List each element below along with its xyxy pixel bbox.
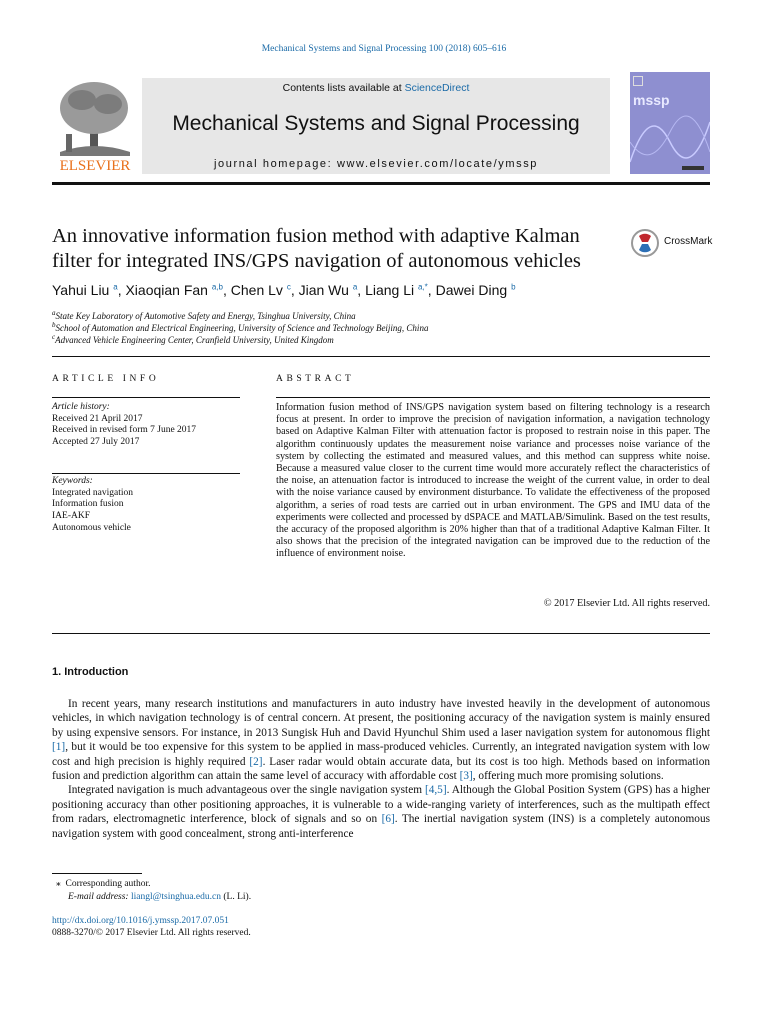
history-label: Article history: [52,402,110,412]
author[interactable]: Jian Wu $^a$ [298,282,358,298]
abstract-heading: ABSTRACT [276,374,355,384]
introduction-body [52,697,710,841]
issn-line: 0888-3270/© 2017 Elsevier Ltd. All rights reserved. [52,928,251,938]
cover-wave-graphic [630,112,710,174]
homepage-prefix: journal homepage: [213,158,337,170]
doi-link[interactable]: http://dx.doi.org/10.1016/j.ymssp.2017.07.051 [52,916,229,926]
paragraph-text: , offering much more promising solutions. [472,770,664,783]
author[interactable]: Dawei Ding $^b$ [435,282,516,298]
paragraph-text: . Although the Global Position System (GPS) has a higher positioning accuracy than other positioning approaches, it is vulnerable to a wide-ranging variety of interferences, such as the multipath effect from radars, electromagnetic interference, block of signals and so on [52,784,710,826]
keyword-item: Autonomous vehicle [52,522,131,533]
article-history [52,402,240,449]
elsevier-tree-icon [52,78,138,174]
title-line-1: An innovative information fusion method with adaptive Kalman [52,225,580,247]
crossmark-icon [630,228,660,258]
journal-header-band [142,78,610,174]
cover-title: mssp [633,92,670,108]
author[interactable]: Yahui Liu $^a$ [52,282,118,298]
footnote-rule [52,873,142,874]
corresponding-author-note: ⁎ Corresponding author. [56,879,151,889]
journal-cover-thumbnail [630,72,710,174]
contents-line [142,82,610,94]
section-rule [52,356,710,357]
crossmark-badge[interactable] [630,228,720,258]
introduction-heading: 1. Introduction [52,666,129,678]
article-title [52,224,622,274]
title-line-2: filter for integrated INS/GPS navigation of autonomous vehicles [52,250,581,272]
paragraph-text: In recent years, many research institutions and manufacturers in auto industry have invested heavily in the development of autonomous vehicles, in which navigation technology is of central concern. At present, the positioning accuracy of the navigation system is mainly ensured by using expensive sensors. For instance, in 2013 Sungisk Huh and David Hyunchul Shim used a laser navigation system for autonomous flight [52,698,710,739]
citation-link[interactable]: [1] [52,741,66,754]
author-list: Yahui Liu $^a$, Xiaoqian Fan $^{a,b}$, Chen Lv $^c$, Jian Wu $^a$, Liang Li $^{a,*}$, Dawei Ding $^b$ [52,282,516,298]
abstract-copyright: © 2017 Elsevier Ltd. All rights reserved. [543,598,710,609]
affiliation-c: $^c$Advanced Vehicle Engineering Center, Cranfield University, United Kingdom [52,333,334,345]
paragraph-text: . Laser radar would obtain accurate data, but its cost is too high. Methods based on information fusion and prediction algorithm can attain the same level of accuracy with affordable cost [52,755,710,783]
footnote-mark: ⁎ [56,879,61,889]
paragraph-text: . The inertial navigation system (INS) is a completely autonomous navigation system with good concealment, strong anti-interference [52,813,710,840]
cover-emblem-icon [633,76,643,86]
header-rule [52,182,710,185]
article-info-heading: ARTICLE INFO [52,374,160,384]
email-link[interactable]: liangl@tsinghua.edu.cn [130,892,221,902]
keywords-label: Keywords: [52,476,93,486]
sciencedirect-link[interactable]: ScienceDirect [404,82,470,94]
crossmark-label: CrossMark [664,236,713,247]
affiliation-a: $^a$State Key Laboratory of Automotive Safety and Energy, Tsinghua University, China [52,309,356,321]
received-date: Received 21 April 2017 [52,413,143,424]
abstract-text: Information fusion method of INS/GPS navigation system based on filtering technology is a research focus at present. In order to improve the precision of navigation information, a navigation technology based on Adaptive Kalman Filter with attenuation factor is proposed to restrain noise in this paper. The algorithm continuously updates the measurement noise variance and processes noise variance of the system by collecting the estimated and measured values, and this method can suppress white noise. Because a measured value closer to the current time would more accurately reflect the characteristics of the noise, an attenuation factor is introduced to increase the weight of the current value, in order to deal with the noise variance caused by environment disturbance. To validate the effectiveness of the proposed algorithm, a series of road tests are carried out in urban environment. The GPS and IMU data of the experiments were collected and processed by dSPACE and MATLAB/Simulink. Based on the test results, the accuracy of the proposed algorithm is 20% higher than that of a traditional Adaptive Kalman Filter. It also shows that the precision of the integrated navigation can be improved due to the reduction of the influence of environment noise. [276,402,710,560]
author[interactable]: Xiaoqian Fan $^{a,b}$ [125,282,223,298]
keywords-rule [52,473,240,474]
citation-link[interactable]: [3] [459,770,473,783]
contents-prefix: Contents lists available at [282,82,405,94]
keyword-item: Information fusion [52,499,124,510]
abstract-rule [276,397,710,398]
keyword-item: IAE-AKF [52,511,90,522]
accepted-date: Accepted 27 July 2017 [52,437,140,448]
journal-title: Mechanical Systems and Signal Processing [172,112,580,135]
journal-homepage-line [142,158,610,170]
elsevier-logo [52,78,138,174]
journal-reference[interactable]: Mechanical Systems and Signal Processing 100 (2018) 605–616 [261,44,507,54]
paragraph-text: , but it would be too expensive for this system to be applied in mass-produced vehicles. Currently, an integrated navigation system with low cost and high precision is highly required [52,741,710,768]
affiliation-b: $^b$School of Automation and Electrical Engineering, University of Science and Technology Beijing, China [52,321,429,333]
elsevier-wordmark: ELSEVIER [59,158,131,174]
revised-date: Received in revised form 7 June 2017 [52,425,197,436]
keyword-item: Integrated navigation [52,487,133,498]
introduction-paragraph-1 [52,697,710,783]
introduction-paragraph-2 [52,783,710,841]
author[interactable]: Chen Lv $^c$ [230,282,291,298]
keywords-block [52,476,240,535]
citation-link[interactable]: [2] [249,755,263,768]
author[interactable]: Liang Li $^{a,*}$ [365,282,428,298]
email-note: E-mail address: liangl@tsinghua.edu.cn (L. Li). [68,892,252,902]
article-info-rule [52,397,240,398]
citation-link[interactable]: [6] [381,813,395,826]
homepage-url[interactable]: www.elsevier.com/locate/ymssp [336,158,539,170]
citation-link[interactable]: [4,5] [424,784,447,797]
section-rule [52,633,710,634]
paragraph-text: Integrated navigation is much advantageous over the single navigation system [68,784,425,797]
